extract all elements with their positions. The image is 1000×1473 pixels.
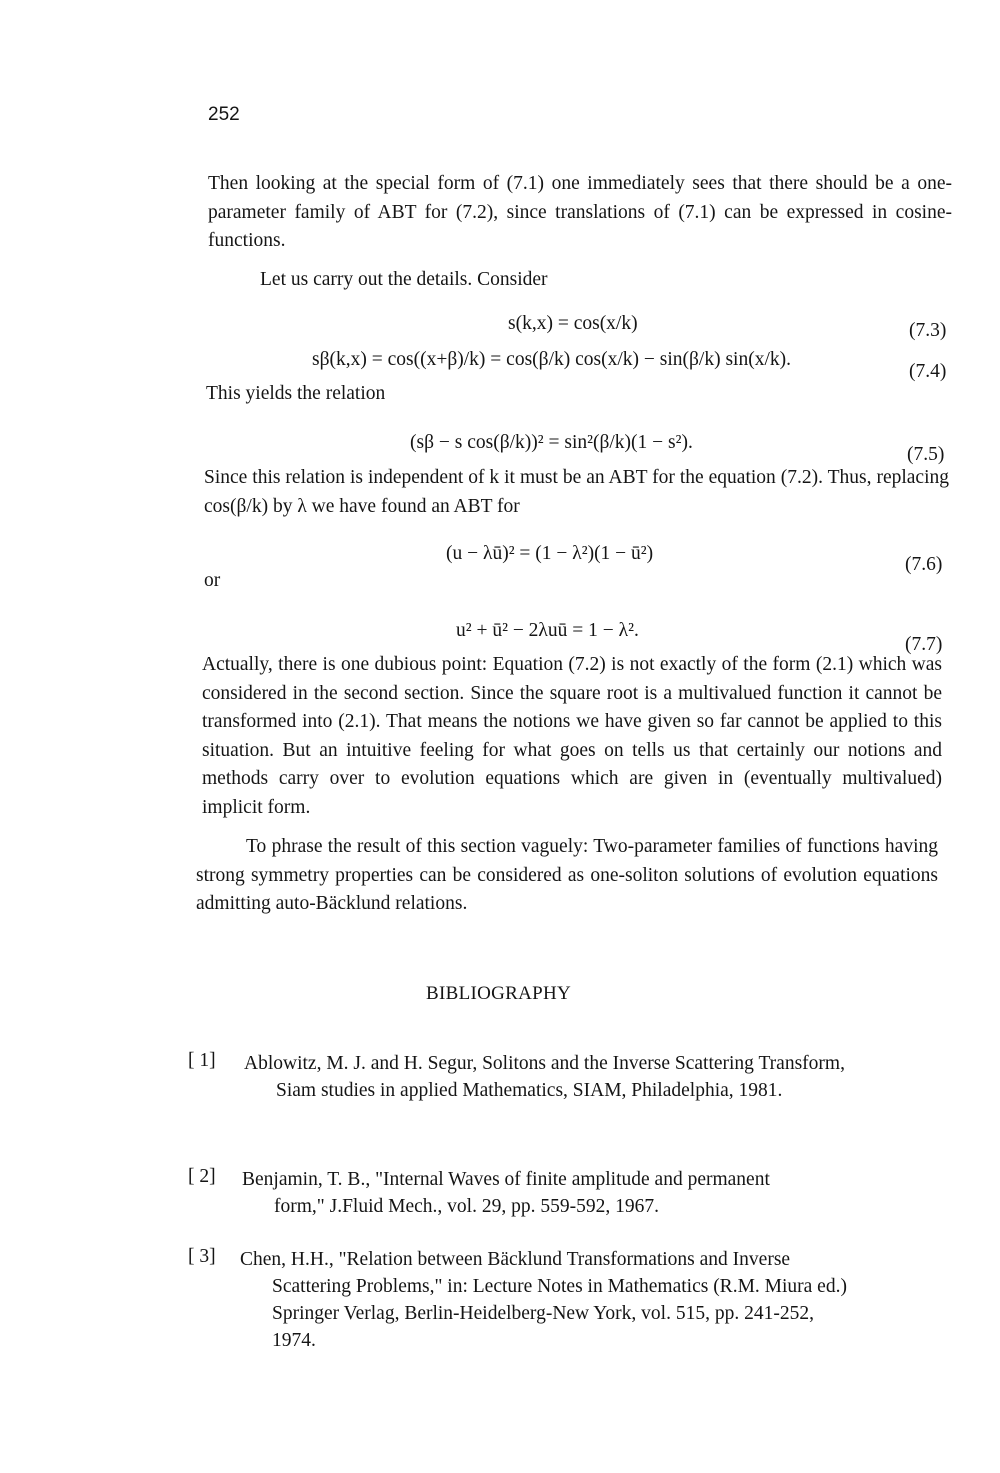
equation-7-6-number: (7.6) (905, 554, 943, 575)
equation-7-7-number: (7.7) (905, 634, 943, 655)
discussion-paragraph-1: Actually, there is one dubious point: Equation (7.2) is not exactly of the form (2.1) which was considered in the second section. Since the square root is a multivalued function it cannot be transformed into (2.1). That means the notions we have given so far cannot be applied to this situation. But an intuitive feeling for what goes on tells us that certainly our notions and methods carry over to evolution equations which are given in (eventually multivalued) implicit form. (202, 654, 942, 818)
reference-label-2: [ 2] (188, 1166, 216, 1187)
after-equation-7-5: Since this relation is independent of k it must be an ABT for the equation (7.2). Thus, replacing cos(β/k) by λ we have found an ABT for (204, 467, 949, 517)
bibliography-heading: BIBLIOGRAPHY (426, 983, 572, 1004)
reference-text-3: Chen, H.H., "Relation between Bäcklund Transformations and Inverse Scattering Problems," in: Lecture Notes in Mathematics (R.M. Miura ed.) Springer Verlag, Berlin-Heidelberg-New York, vol. 515, pp. 241-252, 1974. (240, 1249, 847, 1351)
equation-7-4: sβ(k,x) = cos((x+β)/k) = cos(β/k) cos(x/k) − sin(β/k) sin(x/k). (312, 349, 792, 370)
equation-7-4-number: (7.4) (909, 361, 947, 382)
reference-text-1: Ablowitz, M. J. and H. Segur, Solitons and the Inverse Scattering Transform, Siam studies in applied Mathematics, SIAM, Philadelphia, 1981. (244, 1053, 845, 1101)
details-lead: Let us carry out the details. Consider (260, 269, 548, 290)
equation-7-7: u² + ū² − 2λuū = 1 − λ². (456, 620, 639, 641)
equation-7-3: s(k,x) = cos(x/k) (508, 313, 638, 334)
reference-text-2: Benjamin, T. B., "Internal Waves of finite amplitude and permanent form," J.Fluid Mech., vol. 29, pp. 559-592, 1967. (242, 1169, 770, 1217)
reference-label-3: [ 3] (188, 1246, 216, 1267)
equation-7-5-number: (7.5) (907, 444, 945, 465)
reference-label-1: [ 1] (188, 1050, 216, 1071)
or-connector: or (204, 570, 221, 591)
intro-paragraph: Then looking at the special form of (7.1) one immediately sees that there should be a one-parameter family of ABT for (7.2), since translations of (7.1) can be expressed in cosine-functions. (208, 173, 952, 251)
equation-7-6: (u − λū)² = (1 − λ²)(1 − ū²) (446, 543, 654, 564)
equation-7-5: (sβ − s cos(β/k))² = sin²(β/k)(1 − s²). (410, 432, 693, 453)
equation-7-3-number: (7.3) (909, 320, 947, 341)
page-number: 252 (208, 104, 240, 125)
discussion-paragraph-2: To phrase the result of this section vaguely: Two-parameter families of functions having strong symmetry properties can be considered as one-soliton solutions of evolution equations admitting auto-Bäcklund relations. (196, 836, 938, 914)
relation-lead: This yields the relation (206, 383, 386, 404)
